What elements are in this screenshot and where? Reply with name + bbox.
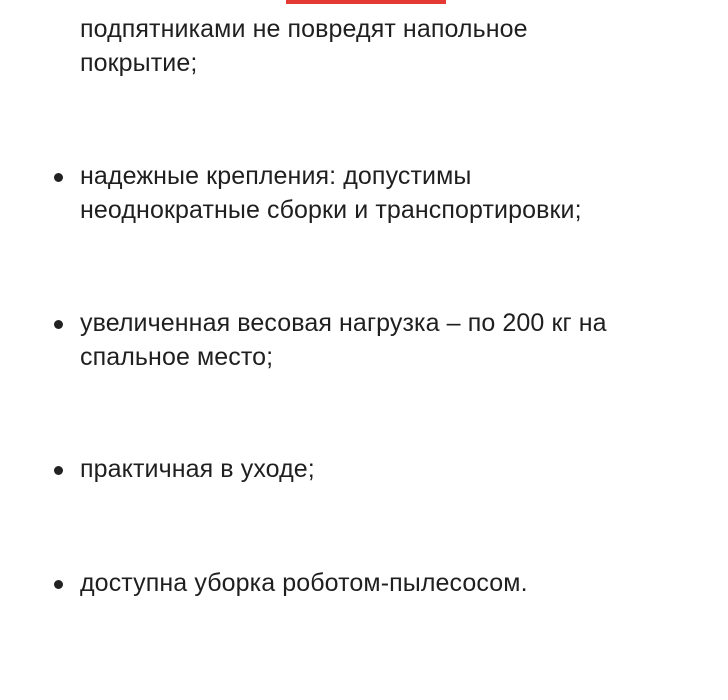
list-item-continuation — [80, 12, 690, 80]
list-item — [80, 159, 690, 227]
bullet-dot — [54, 320, 63, 329]
list-item-line: надежные крепления: допустимы — [80, 162, 472, 190]
list-item — [80, 306, 690, 374]
list-item-line: подпятниками не повредят напольное — [80, 15, 528, 43]
list-item-line: покрытие; — [80, 49, 198, 77]
list-item — [80, 452, 690, 486]
list-item-line: неоднократные сборки и транспортировки; — [80, 196, 582, 224]
list-item-line: практичная в уходе; — [80, 455, 315, 483]
list-item-line: спальное место; — [80, 343, 274, 371]
bullet-dot — [54, 173, 63, 182]
bullet-dot — [54, 580, 63, 589]
bullet-dot — [54, 466, 63, 475]
list-item-line: доступна уборка роботом-пылесосом. — [80, 569, 528, 597]
list-item — [80, 566, 690, 600]
list-item-line: увеличенная весовая нагрузка – по 200 кг на — [80, 309, 607, 337]
